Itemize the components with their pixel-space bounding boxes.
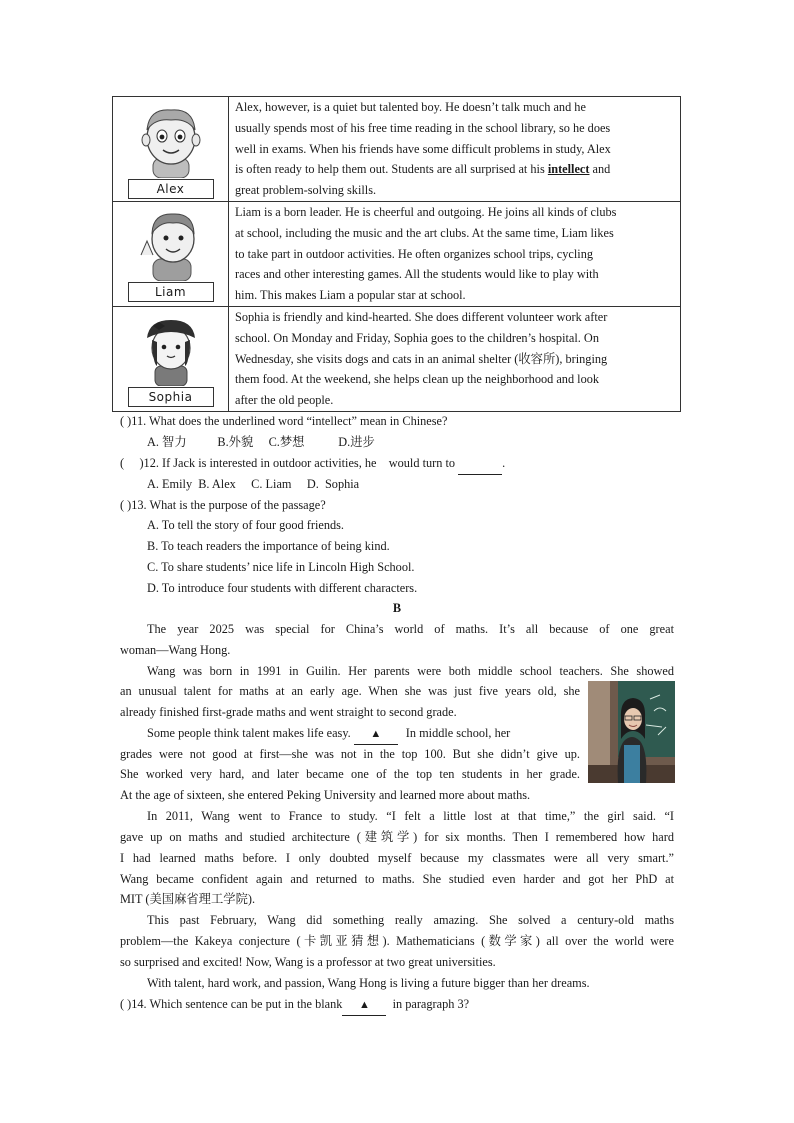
sophia-description xyxy=(229,306,681,411)
question-14-text: ( )14. Which sentence can be put in the blank xyxy=(120,997,343,1011)
liam-portrait-cell xyxy=(113,202,229,307)
passage-b-line-7: grades were not good at first—she was not in the top 100. But she didn’t give up. xyxy=(120,747,580,761)
alex-line-3: well in exams. When his friends have some difficult problems in study, Alex xyxy=(235,141,611,156)
question-14-stem xyxy=(120,994,469,1016)
question-11-stem: ( )11. What does the underlined word “intellect” mean in Chinese? xyxy=(120,414,448,428)
passage-b-line-5: already finished first-grade maths and went straight to second grade. xyxy=(120,705,457,719)
alex-description xyxy=(229,97,681,202)
passage-b-line-13: Wang became confident again and returned to maths. She studied even harder and got her PhD at xyxy=(120,872,674,886)
profile-row-alex xyxy=(113,97,681,202)
question-14-blank: ▲ xyxy=(342,995,386,1016)
liam-line-4: races and other interesting games. All the students would like to play with xyxy=(235,267,599,282)
question-12-text: ( )12. If Jack is interested in outdoor activities, he would turn to xyxy=(120,456,459,470)
passage-b-line-9: At the age of sixteen, she entered Peking University and learned more about maths. xyxy=(120,788,531,802)
underlined-keyword-intellect: intellect xyxy=(547,162,590,177)
section-b-heading: B xyxy=(392,601,402,615)
passage-b-line-1: The year 2025 was special for China’s world of maths. It’s all because of one great xyxy=(147,622,674,636)
question-13-option-d: D. To introduce four students with different characters. xyxy=(147,581,418,595)
question-11-options: A. 智力 B.外貌 C.梦想 D.进步 xyxy=(147,435,375,449)
liam-nameplate: Liam xyxy=(128,282,214,302)
sophia-line-2: school. On Monday and Friday, Sophia goes to the children’s hospital. On xyxy=(235,330,599,345)
liam-line-5: him. This makes Liam a popular star at school. xyxy=(235,288,466,303)
passage-b-line-6-text: Some people think talent makes life easy. xyxy=(147,726,351,740)
passage-b-line-6-end: In middle school, her xyxy=(405,726,511,740)
passage-b-line-18: With talent, hard work, and passion, Wang Hong is living a future bigger than her dreams. xyxy=(147,976,590,990)
passage-b-line-10: In 2011, Wang went to France to study. “I felt a little lost at that time,” the girl said. “I xyxy=(147,809,674,823)
liam-description xyxy=(229,202,681,307)
passage-b-line-15: This past February, Wang did something really amazing. She solved a century-old maths xyxy=(147,913,674,927)
alex-line-1: Alex, however, is a quiet but talented boy. He doesn’t talk much and he xyxy=(235,100,586,114)
liam-line-3: to take part in outdoor activities. He often organizes school trips, cycling xyxy=(235,246,593,261)
sophia-line-4: them food. At the weekend, she helps clean up the neighborhood and look xyxy=(235,372,600,387)
passage-b-line-8: She worked very hard, and later became one of the top ten students in her grade. xyxy=(120,767,580,781)
passage-b-line-17: so surprised and excited! Now, Wang is a professor at two great universities. xyxy=(120,955,496,969)
chalkboard-portrait-image xyxy=(588,681,675,783)
question-12-options: A. Emily B. Alex C. Liam D. Sophia xyxy=(147,477,360,491)
question-13-stem: ( )13. What is the purpose of the passage? xyxy=(120,498,326,512)
passage-b-line-11: gave up on maths and studied architecture (建筑学) for six months. Then I remembered how hard xyxy=(120,830,674,844)
student-profiles-table xyxy=(112,96,681,412)
sophia-cartoon-icon xyxy=(131,310,211,386)
passage-b-line-14: MIT (美国麻省理工学院). xyxy=(120,892,256,906)
alex-line-4-text: is often ready to help them out. Students are all surprised at his xyxy=(235,162,545,177)
liam-line-1: Liam is a born leader. He is cheerful and outgoing. He joins all kinds of clubs xyxy=(235,205,617,219)
passage-b-line-2: woman—Wang Hong. xyxy=(120,643,231,657)
sophia-portrait-cell xyxy=(113,306,229,411)
wang-hong-photo xyxy=(588,681,675,783)
question-14-end: in paragraph 3? xyxy=(386,997,470,1011)
alex-line-4 xyxy=(235,159,674,180)
sophia-line-5: after the old people. xyxy=(235,393,334,408)
sophia-line-3: Wednesday, she visits dogs and cats in an animal shelter (收容所), bringing xyxy=(235,351,608,366)
passage-b-line-4: an unusual talent for maths at an early age. When she was just five years old, she xyxy=(120,684,580,698)
question-13-option-a: A. To tell the story of four good friends. xyxy=(147,518,344,532)
profile-row-sophia xyxy=(113,306,681,411)
question-12-stem xyxy=(120,453,505,475)
question-12-end: . xyxy=(502,456,506,470)
passage-b-line-16: problem—the Kakeya conjecture (卡凯亚猜想). Mathematicians (数学家) all over the world were xyxy=(120,934,674,948)
question-13-option-b: B. To teach readers the importance of being kind. xyxy=(147,539,390,553)
alex-line-4-end: and xyxy=(589,162,611,177)
passage-b-line-3: Wang was born in 1991 in Guilin. Her parents were both middle school teachers. She showed xyxy=(147,664,674,678)
sophia-nameplate: Sophia xyxy=(128,387,214,407)
question-12-answer-blank xyxy=(458,454,502,475)
liam-line-2: at school, including the music and the art clubs. At the same time, Liam likes xyxy=(235,225,614,240)
alex-portrait-cell xyxy=(113,97,229,202)
profile-row-liam xyxy=(113,202,681,307)
passage-b-line-6 xyxy=(147,723,510,745)
alex-line-5: great problem-solving skills. xyxy=(235,183,377,198)
liam-cartoon-icon xyxy=(131,205,211,281)
alex-line-2: usually spends most of his free time reading in the school library, so he does xyxy=(235,120,611,135)
alex-nameplate: Alex xyxy=(128,179,214,199)
passage-blank-1: ▲ xyxy=(354,724,398,745)
sophia-line-1: Sophia is friendly and kind-hearted. She does different volunteer work after xyxy=(235,309,608,324)
passage-b-line-12: I had learned maths before. I only doubted myself because my classmates were all very smart.” xyxy=(120,851,674,865)
alex-cartoon-icon xyxy=(131,100,211,178)
question-13-option-c: C. To share students’ nice life in Lincoln High School. xyxy=(147,560,415,574)
